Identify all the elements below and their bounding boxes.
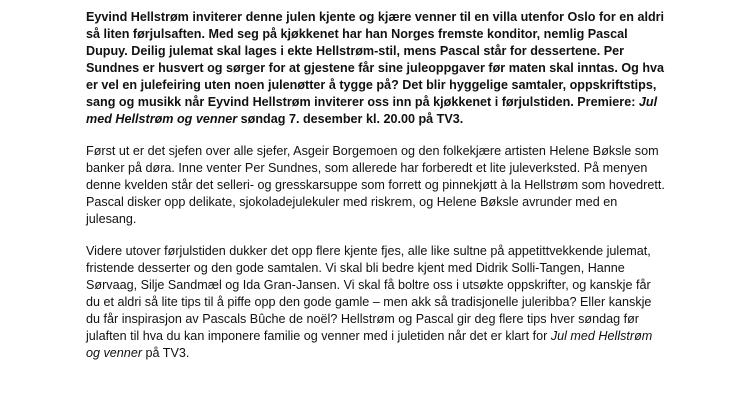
paragraph-text: Videre utover førjulstiden dukker det opp flere kjente fjes, alle like sultne på appetittvekkende julemat, fristende desserter og den gode samtalen. Vi skal bli bedre kjent med Didrik Solli-Tangen, Hanne Sørvaag, Silje Sandmæl og Ida Gran-Jansen. Vi skal få boltre oss i utsøkte oppskrifter, og kanskje får du et aldri så lite tips til å piffe opp den gode gamle – men akk så tradisjonelle juleribba? Eller kanskje du får inspirasjon av Pascals Bûche de noël? Hellstrøm og Pascal gir deg flere tips hver søndag før julaften til hva du kan imponere familie og venner med i juletiden når det er klart for: [86, 244, 652, 343]
lead-text: Eyvind Hellstrøm inviterer denne julen kjente og kjære venner til en villa utenfor Oslo for en aldri så liten førjulsaften. Med seg på kjøkkenet har han Norges fremste konditor, nemlig Pascal Dupuy. Deilig julemat skal lages i ekte Hellstrøm-stil, mens Pascal står for dessertene. Per Sundnes er husvert og sørger for at gjestene får sine juleoppgaver før maten skal inntas. Og hva er vel en julefeiring uten noen julenøtter å tygge på? Det blir hyggelige samtaler, oppskriftstips, sang og musikk når Eyvind Hellstrøm inviterer oss inn på kjøkkenet i førjulstiden. Premiere:: [86, 10, 665, 109]
show-title: Jul med Hellstrøm og venner: [86, 95, 658, 126]
show-title: Jul med Hellstrøm og venner: [86, 329, 653, 360]
premiere-info: søndag 7. desember kl. 20.00 på TV3.: [237, 112, 464, 126]
body-paragraph-later-episodes: [86, 243, 666, 362]
body-paragraph-first-episode: Først ut er det sjefen over alle sjefer, Asgeir Borgemoen og den folkekjære artisten Helene Bøksle som banker på døra. Inne venter Per Sundnes, som allerede har forberedt et lite juleverksted. På menyen denne kvelden står det selleri- og gresskarsuppe som forrett og pinnekjøtt à la Hellstrøm som hovedrett. Pascal disker opp delikate, sjokoladejulekuler med riskrem, og Helene Bøksle avrunder med en julesang.: [86, 144, 665, 226]
lead-paragraph: [86, 9, 666, 128]
document-page: [86, 9, 666, 362]
paragraph-ending: på TV3.: [142, 346, 190, 360]
